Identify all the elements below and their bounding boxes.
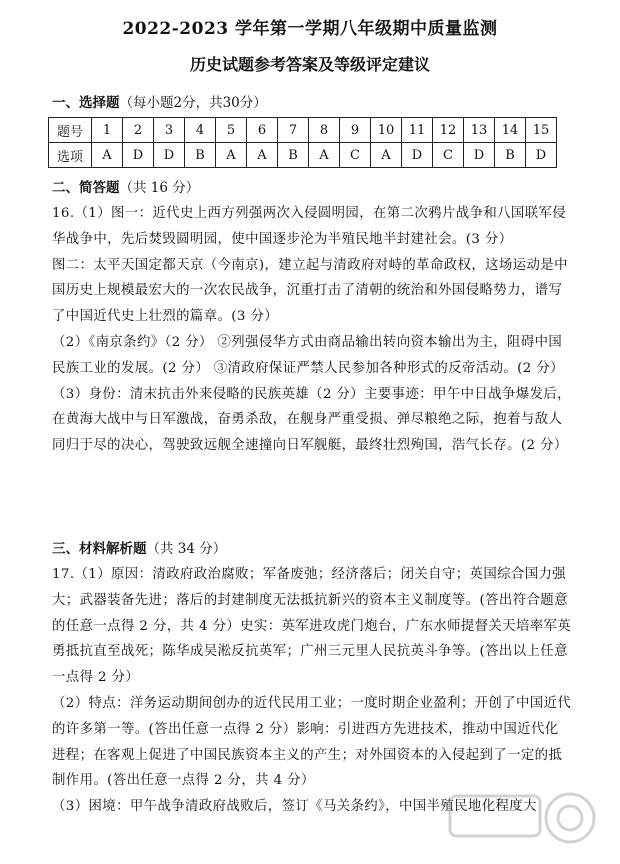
answer-cell: B [495,143,526,168]
question-number: 1 [92,118,123,143]
answer-cell: A [309,143,340,168]
section-material-analysis-heading [52,537,226,557]
answer-cell: D [154,143,185,168]
question-number: 12 [433,118,464,143]
answer-cell: D [123,143,154,168]
answer-cell: C [340,143,371,168]
answer-cell: D [402,143,433,168]
page-title: 2022-2023 学年第一学期八年级期中质量监测 [122,19,498,39]
answer-cell: A [92,143,123,168]
question-number: 8 [309,118,340,143]
watermark [410,788,610,858]
q16-part2: （2）《南京条约》（2 分） ②列强侵华方式由商品输出转向资本输出为主，阻碍中国民族工业的发展。(2 分） ③清政府保证严禁人民参加各种形式的反帝活动。(2 分） [52,334,564,376]
question-number: 5 [216,118,247,143]
answer-cell: B [185,143,216,168]
section-choice-title: 一、选择题 [52,95,120,111]
row-label-number: 题号 [49,118,92,143]
watermark-logo-icon [410,788,610,858]
question-17-answer [52,562,572,820]
answer-table-answers-row [49,143,557,168]
answer-cell: D [526,143,557,168]
question-number: 11 [402,118,433,143]
section-choice-heading [52,91,267,111]
q16-part3: （3）身份：清末抗击外来侵略的民族英雄（2 分）主要事迹：甲午中日战争爆发后，在黄海大战中与日军激战，奋勇杀敌，在舰身严重受损、弹尽粮绝之际，抱着与敌人同归于尽的决心，驾驶致远舰全速撞向日军舰艇，最终壮烈殉国，浩气长存。(2 分） [52,386,571,454]
q17-part2: （2）特点：洋务运动期间创办的近代民用工业；一度时期企业盈利；开创了中国近代的许多第一等。(答出任意一点得 2 分）影响：引进西方先进技术，推动中国近代化进程；在客观上促进了中国民族资本主义的产生；对外国资本的入侵起到了一定的抵制作用。(答出任意一点得 2 分，共 4 分） [52,695,572,789]
answer-cell: A [216,143,247,168]
question-number: 14 [495,118,526,143]
question-number: 15 [526,118,557,143]
question-number: 7 [278,118,309,143]
section-material-analysis-note: （共 34 分） [146,541,227,557]
question-number: 13 [464,118,495,143]
q17-part1: 17.（1）原因：清政府政治腐败；军备废弛；经济落后；闭关自守；英国综合国力强大；武器装备先进；落后的封建制度无法抵抗新兴的资本主义制度等。(答出符合题意的任意一点得 2 分，共 4 分）史实：英军进攻虎门炮台，广东水师提督关天培率军英勇抵抗直至战死；陈华成吴淞反抗英军；广州三元里人民抗英斗争等。(答出以上任意一点得 2 分） [52,567,572,686]
section-material-analysis-title: 三、材料解析题 [52,541,147,557]
question-number: 2 [123,118,154,143]
answer-table-numbers-row [49,118,557,143]
question-number: 4 [185,118,216,143]
q17-part3: （3）困境：甲午战争清政府战败后，签订《马关条约》，中国半殖民地化程度大 [52,799,537,815]
question-16-answer [52,201,572,459]
q16-part1-figure2: 图二：太平天国定都天京（今南京)，建立起与清政府对峙的革命政权，这场运动是中国历史上规模最宏大的一次农民战争，沉重打击了清朝的统治和外国侵略势力，谱写了中国近代史上壮烈的篇章。(3 分） [52,257,568,325]
section-short-answer-heading [52,176,199,196]
question-number: 10 [371,118,402,143]
section-choice-note: （每小题2分，共30分） [119,95,267,111]
answer-cell: A [371,143,402,168]
question-number: 6 [247,118,278,143]
q16-part1-figure1: 16.（1）图一：近代史上西方列强两次入侵圆明园，在第二次鸦片战争和八国联军侵华战争中，先后焚毁圆明园，使中国逐步沦为半殖民地半封建社会。(3 分） [52,206,567,247]
answer-cell: A [247,143,278,168]
page-subtitle: 历史试题参考答案及等级评定建议 [189,55,430,74]
section-short-answer-title: 二、简答题 [52,180,120,196]
answer-cell: B [278,143,309,168]
answer-cell: D [464,143,495,168]
question-number: 3 [154,118,185,143]
section-short-answer-note: （共 16 分） [119,180,200,196]
answer-cell: C [433,143,464,168]
question-number: 9 [340,118,371,143]
row-label-answer: 选项 [49,143,92,168]
answer-table [48,117,557,168]
